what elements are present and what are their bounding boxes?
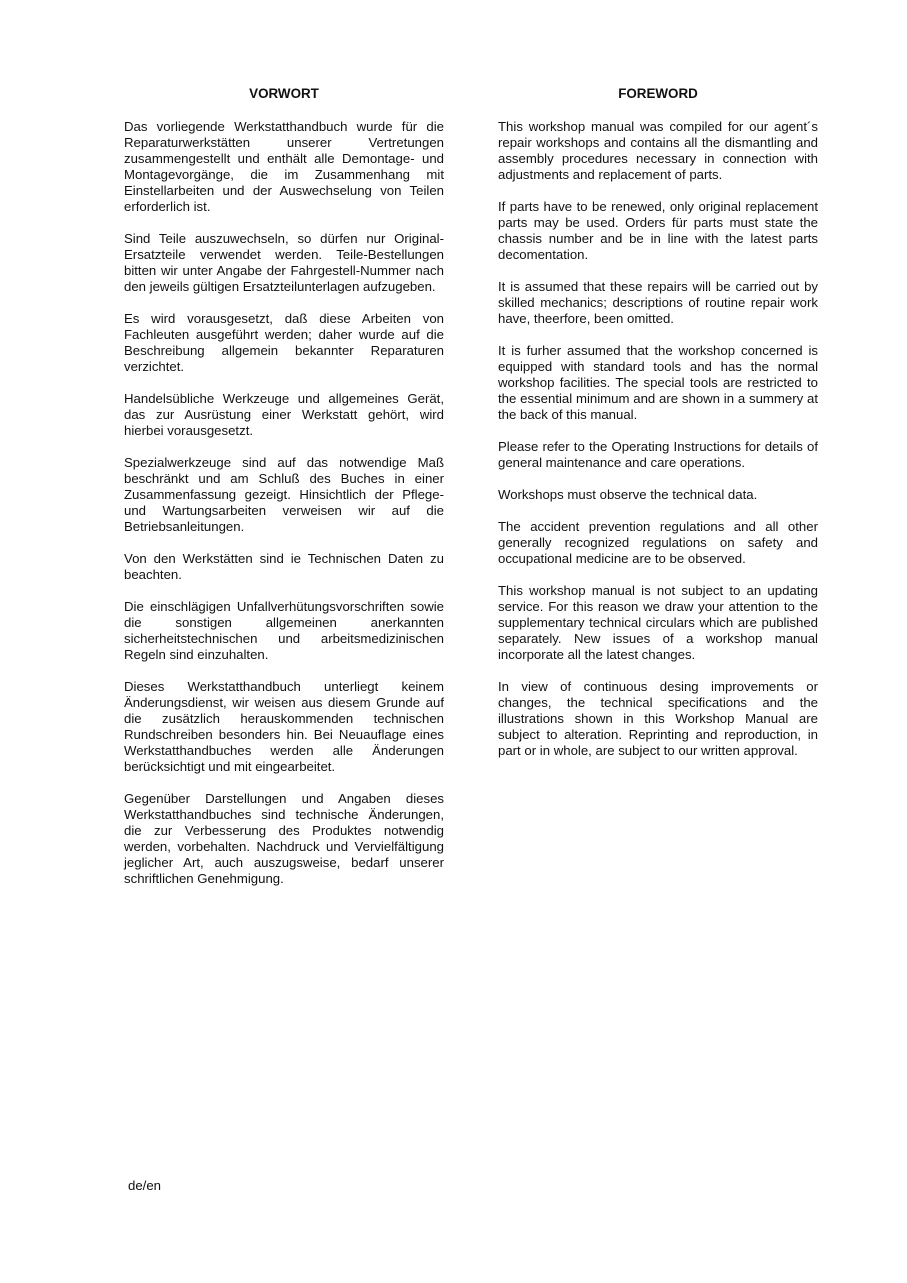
german-paragraph-8: Dieses Werkstatthandbuch unterliegt keinem Änderungsdienst, wir weisen aus diesem Grunde auf die zusätzlich herauskommenden technischen Rundschreiben besonders hin. Bei Neuauflage eines Werkstatthandbuches werden alle Änderungen berücksichtigt und mit eingearbeitet. bbox=[124, 679, 444, 774]
english-column bbox=[498, 86, 818, 775]
english-paragraph-1: This workshop manual was compiled for our agent´s repair workshops and contains all the dismantling and assembly procedures necessary in connection with adjustments and replacement of parts. bbox=[498, 119, 818, 182]
english-paragraph-7: The accident prevention regulations and all other generally recognized regulations on safety and occupational medicine are to be observed. bbox=[498, 519, 818, 566]
english-paragraph-5: Please refer to the Operating Instructions for details of general maintenance and care operations. bbox=[498, 439, 818, 470]
german-paragraph-2: Sind Teile auszuwechseln, so dürfen nur Original-Ersatzteile verwendet werden. Teile-Bestellungen bitten wir unter Angabe der Fahrgestell-Nummer nach den jeweils gültigen Ersatzteilunterlagen aufzugeben. bbox=[124, 231, 444, 294]
german-paragraph-3: Es wird vorausgesetzt, daß diese Arbeiten von Fachleuten ausgeführt werden; daher wurde auf die Beschreibung allgemein bekannter Reparaturen verzichtet. bbox=[124, 311, 444, 374]
english-paragraph-9: In view of continuous desing improvements or changes, the technical specifications and the illustrations shown in this Workshop Manual are subject to alteration. Reprinting and reproduction, in part or in whole, are subject to our written approval. bbox=[498, 679, 818, 758]
german-paragraph-4: Handelsübliche Werkzeuge und allgemeines Gerät, das zur Ausrüstung einer Werkstatt gehört, wird hierbei vorausgesetzt. bbox=[124, 391, 444, 438]
german-paragraph-5: Spezialwerkzeuge sind auf das notwendige Maß beschränkt und am Schluß des Buches in einer Zusammenfassung gezeigt. Hinsichtlich der Pflege- und Wartungsarbeiten verweisen wir auf die Betriebsanleitungen. bbox=[124, 455, 444, 534]
english-paragraph-3: It is assumed that these repairs will be carried out by skilled mechanics; descriptions of routine repair work have, theerfore, been omitted. bbox=[498, 279, 818, 326]
german-paragraph-9: Gegenüber Darstellungen und Angaben dieses Werkstatthandbuches sind technische Änderungen, die zur Verbesserung des Produktes notwendig werden, vorbehalten. Nachdruck und Vervielfältigung jeglicher Art, auch auszugsweise, bedarf unserer schriftlichen Genehmigung. bbox=[124, 791, 444, 886]
english-paragraph-4: It is furher assumed that the workshop concerned is equipped with standard tools and has the normal workshop facilities. The special tools are restricted to the essential minimum and are shown in a summery at the back of this manual. bbox=[498, 343, 818, 422]
english-heading: FOREWORD bbox=[618, 86, 698, 101]
language-code: de/en bbox=[128, 1178, 162, 1193]
english-paragraph-8: This workshop manual is not subject to an updating service. For this reason we draw your attention to the supplementary technical circulars which are published separately. New issues of a workshop manual incorporate all the latest changes. bbox=[498, 583, 818, 662]
english-paragraph-2: If parts have to be renewed, only original replacement parts may be used. Orders für parts must state the chassis number and be in line with the latest parts decomentation. bbox=[498, 199, 818, 262]
german-heading: VORWORT bbox=[249, 86, 319, 101]
german-paragraph-1: Das vorliegende Werkstatthandbuch wurde für die Reparaturwerkstätten unserer Vertretungen zusammengestellt und enthält alle Demontage- und Montagevorgänge, die im Zusammenhang mit Einstellarbeiten und der Auswechselung von Teilen erforderlich ist. bbox=[124, 119, 444, 214]
german-paragraph-6: Von den Werkstätten sind ie Technischen Daten zu beachten. bbox=[124, 551, 444, 582]
english-paragraph-6: Workshops must observe the technical data. bbox=[498, 487, 758, 502]
german-column bbox=[124, 86, 444, 903]
german-paragraph-7: Die einschlägigen Unfallverhütungsvorschriften sowie die sonstigen allgemeinen anerkannten sicherheitstechnischen und arbeitsmedizinischen Regeln sind einzuhalten. bbox=[124, 599, 444, 662]
